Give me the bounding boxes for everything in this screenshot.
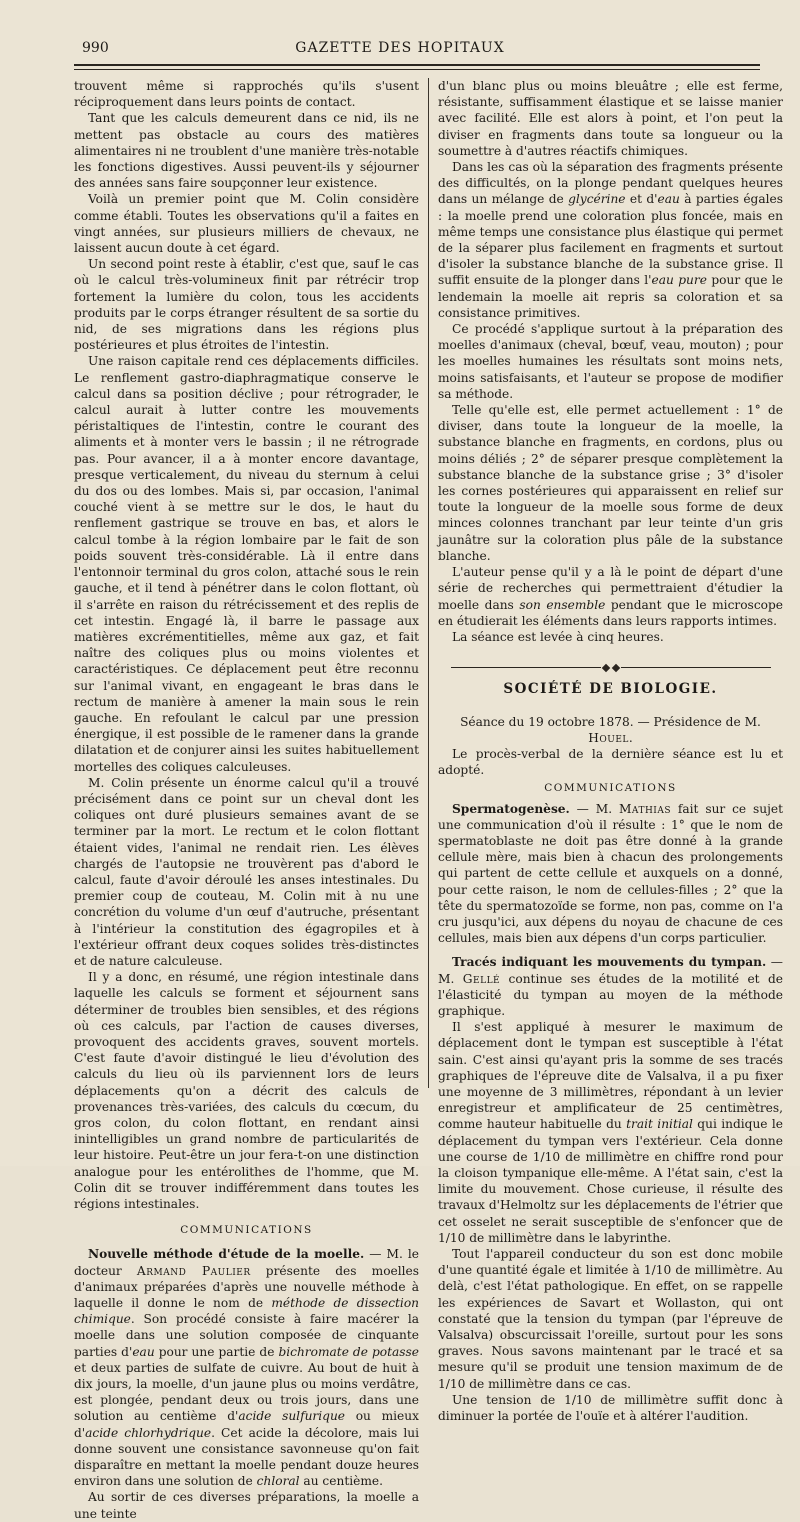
- text-run: présente des moelles d'animaux préparées d'après une nouvelle méthode à laquelle il donne le nom de: [74, 1263, 420, 1311]
- italic-run: glycérine: [568, 192, 626, 207]
- paragraph: trouvent même si rapprochés qu'ils s'usent réciproquement dans leurs points de contact.: [74, 79, 419, 110]
- paragraph: Au sortir de ces diverses préparations, la moelle a une teinte: [74, 1490, 419, 1521]
- text-run: — M. le docteur: [74, 1247, 419, 1278]
- ornament-diamond-icon: [611, 663, 619, 671]
- italic-run: son ensemble: [519, 597, 606, 612]
- paragraph: Tant que les calculs demeurent dans ce nid, ils ne mettent pas obstacle au cours des matières alimentaires ni ne troublent d'une manière très-notable les fonctions digestives. Aussi peuvent-ils y séjourner des années sans faire soupçonner leur existence.: [74, 111, 419, 191]
- author-name: Gellé: [462, 971, 501, 986]
- paragraph: Tout l'appareil conducteur du son est donc mobile d'une quantité égale et limitée à 1/10 de millimètre. Au delà, c'est l'état pathologique. En effet, on se rappelle les expériences de Savart et Wollaston, qui ont constaté que la tension du tympan (par l'épreuve de Valsalva) obscurcissait l'oreille, surtout pour les sons graves. Nous savons maintenant par le tracé et sa mesure qu'il se produit une tension maximum de de 1/10 de millimètre dans ce cas.: [438, 1247, 783, 1391]
- text-run: L'auteur pense qu'il y a là le point de départ d'une série de recherches qui permettraient d'étudier la moelle dans: [438, 565, 783, 612]
- paragraph: Ce procédé s'applique surtout à la préparation des moelles d'animaux (cheval, bœuf, veau, mouton) ; pour les moelles humaines les résultats sont moins nets, moins satisfaisants, et l'auteur se propose de modifier sa méthode.: [438, 322, 783, 401]
- paragraph: [438, 564, 783, 629]
- text-run: . Son procédé consiste à faire macérer la moelle dans une solution composée de cinquante parties d': [74, 1312, 419, 1359]
- session-line: [438, 714, 783, 746]
- italic-run: eau: [657, 192, 680, 207]
- paragraph: Le procès-verbal de la dernière séance est lu et adopté.: [438, 746, 783, 778]
- ornament-line: [621, 667, 771, 668]
- text-run: au centième.: [299, 1474, 383, 1489]
- society-title: SOCIÉTÉ DE BIOLOGIE.: [503, 681, 718, 698]
- italic-run: acide sulfurique: [238, 1409, 346, 1424]
- section-label: COMMUNICATIONS: [180, 1224, 313, 1237]
- paragraph: Telle qu'elle est, elle permet actuellement : 1° de diviser, dans toute la longueur de la moelle, la substance blanche en fragments, en cordons, plus ou moins déliés ; 2° de séparer presque complètement la substance blanche de la substance grise ; 3° d'isoler les cornes postérieures qui apparaissent en relief sur toute la longueur de la moelle sous forme de deux minces colonnes tranchant par leur teinte d'un gris jaunâtre sur la coloration plus pâle de la substance blanche.: [438, 403, 783, 563]
- italic-run: méthode de dissection chimique: [74, 1296, 420, 1327]
- author-name: Mathias: [618, 801, 672, 816]
- text-run: pour que le lendemain la moelle ait repris sa coloration et sa consistance primitives.: [438, 273, 783, 320]
- italic-run: bichromate de potasse: [278, 1344, 419, 1359]
- paragraph: [438, 1019, 783, 1246]
- paragraph: Un second point reste à établir, c'est que, sauf le cas où le calcul très-volumineux finit par rétrécir trop fortement la lumière du colon, tous les accidents produits par le corps étranger résultent de sa sortie du nid, de ses migrations dans les régions plus postérieures et plus étroites de l'intestin.: [74, 257, 419, 353]
- italic-run: chloral: [256, 1474, 300, 1489]
- paragraph: La séance est levée à cinq heures.: [452, 629, 664, 644]
- ornament-diamond-icon: [601, 663, 609, 671]
- ornament-line: [451, 667, 601, 668]
- paragraph: M. Colin présente un énorme calcul qu'il a trouvé précisément dans ce point sur un cheval dont les coliques ont duré plusieurs semaines avant de se terminer par la mort. Le rectum et le colon flottant étaient vides, l'animal ne rendait rien. Les élèves chargés de l'autopsie ne trouvèrent pas d'abord le calcul, faute d'avoir déroulé les anses intestinales. Du premier coup de couteau, M. Colin mit à nu une concrétion du volume d'un œuf d'autruche, présentant à l'intérieur la constitution des égagropiles et à l'extérieur offrant deux coques solides très-distinctes et de nature calculeuse.: [74, 775, 419, 968]
- text-run: et deux parties de sulfate de cuivre. Au bout de huit à dix jours, la moelle, d'un jaune plus ou moins verdâtre, est plongée, pendant deux ou trois jours, dans une solution au centième d': [74, 1360, 419, 1424]
- text-run: — M.: [438, 955, 783, 986]
- left-column: [74, 78, 419, 1522]
- text-run: qui indique le déplacement du tympan vers l'extérieur. Cela donne une course de 1/10 de millimètre en chiffre rond pour la cloison tympanique elle-même. A l'état sain, c'est la limite du mouvement. Chose curieuse, il résulte des travaux d'Helmoltz sur les déplacements de l'étrier que cet osselet ne serait susceptible de s'enfoncer que de 1/10 de millimètre dans le labyrinthe.: [438, 1117, 784, 1245]
- text-run: pendant que le microscope en étudierait les éléments dans leurs rapports intimes.: [438, 597, 783, 628]
- italic-run: eau: [132, 1344, 155, 1359]
- paragraph: Voilà un premier point que M. Colin considère comme établi. Toutes les observations qu'il a faites en vingt années, sur plusieurs milliers de chevaux, ne laissent aucun doute à cet égard.: [74, 192, 419, 256]
- right-column: [438, 78, 783, 1424]
- paragraph: Une raison capitale rend ces déplacements difficiles. Le renflement gastro-diaphragmatique conserve le calcul dans sa position déclive ; pour rétrograder, le calcul aurait à lutter contre les mouvements péristaltiques de l'intestin, contre le courant des aliments et à monter vers le bassin ; il ne rétrograde pas. Pour avancer, il a à monter encore davantage, presque verticalement, du niveau du sternum à celui du dos ou des lombes. Mais si, par occasion, l'animal couché vient à se mettre sur le dos, le haut du renflement gastrique se trouve en bas, et alors le calcul tombe à la région lombaire par le fait de son poids souvent très-considérable. Là il entre dans l'entonnoir terminal du gros colon, attaché sous le rein gauche, et il tend à pénétrer dans le colon flottant, où il s'arrête en raison du rétrécissement et des replis de cet intestin. Engagé là, il barre le passage aux matières excrémentitielles, même aux gaz, et fait naître des coliques plus ou moins violentes et caractéristiques. Ce déplacement peut être reconnu sur l'animal vivant, en engageant le bras dans le rectum de manière à amener la main sous le rein gauche. En refoulant le calcul par une pression énergique, il est possible de le ramener dans la grande dilatation et de conjurer ainsi les suites habituellement mortelles des coliques calculeuses.: [74, 354, 419, 774]
- president-name: Houel: [588, 730, 629, 745]
- text-run: et d': [625, 192, 658, 207]
- italic-run: acide chlorhydrique: [85, 1425, 212, 1440]
- text-run: fait sur ce sujet une communication d'où il résulte : 1° que le nom de spermatoblaste ne doit pas être donné à la grande cellule mère, mais bien à chacun des prolongements qui partent de cette cellule et auxquels on a donné, pour cette raison, le nom de cellules-filles ; 2° que la tête du spermatozoïde se forme, non pas, comme on l'a cru jusqu'ici, aux dépens du noyau de chacune de ces cellules, mais bien aux dépens d'un corps particulier.: [438, 801, 784, 946]
- paragraph: Il y a donc, en résumé, une région intestinale dans laquelle les calculs se forment et séjournent sans déterminer de troubles bien sensibles, et des régions où ces calculs, par l'action de causes diverses, provoquent des accidents graves, souvent mortels. C'est faute d'avoir distingué le lieu d'évolution des calculs du lieu où ils parviennent lors de leurs déplacements qu'on a décrit des calculs de provenances très-variées, des calculs du cœcum, du gros colon, du colon flottant, en rendant ainsi inintelligibles un grand nombre de particularités de leur histoire. Peut-être un jour fera-t-on une distinction analogue pour les entérolithes de l'homme, que M. Colin dit se trouver indifféremment dans toutes les régions intestinales.: [74, 970, 419, 1212]
- italic-run: trait initial: [626, 1117, 693, 1132]
- paragraph-tympan: [438, 954, 783, 1019]
- paragraph-moelle: [74, 1246, 419, 1489]
- paragraph: [438, 159, 783, 321]
- article-lead: Spermatogenèse.: [452, 801, 570, 816]
- column-divider: [428, 78, 429, 1088]
- paragraph-spermatogenese: [438, 801, 783, 947]
- text-run: Il s'est appliqué à mesurer le maximum de déplacement dont le tympan est susceptible à l'état sain. C'est ainsi qu'ayant pris la somme de ses tracés graphiques de l'épreuve dite de Valsalva, il a pu fixer une moyenne de 3 millimètres, répondant à un levier enregistreur et amplificateur de 25 centimètres, comme hauteur habituelle du: [438, 1020, 783, 1132]
- page-number: 990: [82, 40, 109, 56]
- text-run: . Cet acide la décolore, mais lui donne souvent une consistance savonneuse qu'on fait disparaître en mettant la moelle pendant douze heures environ dans une solution de: [74, 1425, 419, 1489]
- text-run: Dans les cas où la séparation des fragments présente des difficultés, on la plonge pendant quelques heures dans un mélange de: [438, 160, 783, 207]
- paragraph: Une tension de 1/10 de millimètre suffit donc à diminuer la portée de l'ouïe et à altérer l'audition.: [438, 1392, 783, 1424]
- paragraph: d'un blanc plus ou moins bleuâtre ; elle est ferme, résistante, suffisamment élastique et se laisse manier avec facilité. Elle est alors à point, et l'on peut la diviser en fragments dans toute sa longueur ou la soumettre à d'autres réactifs chimiques.: [438, 79, 783, 158]
- text-run: à parties égales : la moelle prend une coloration plus foncée, mais en même temps une consistance plus élastique qui permet de la séparer plus facilement en fragments et surtout d'isoler la substance blanche de la substance grise. Il suffit ensuite de la plonger dans l': [438, 192, 783, 288]
- section-ornament: [438, 659, 783, 675]
- text-run: .: [628, 730, 633, 745]
- header-rule-thin: [74, 69, 760, 70]
- running-title: GAZETTE DES HOPITAUX: [295, 40, 505, 56]
- section-label: COMMUNICATIONS: [544, 782, 677, 795]
- text-run: continue ses études de la motilité et de l'élasticité du tympan au moyen de la méthode graphique.: [438, 971, 784, 1018]
- text-run: pour une partie de: [154, 1344, 279, 1359]
- author-name: Armand Paulier: [136, 1263, 251, 1278]
- text-run: Séance du 19 octobre 1878. — Présidence de M.: [460, 714, 761, 729]
- header-rule-thick: [74, 64, 760, 66]
- text-run: — M.: [569, 801, 619, 816]
- article-lead: Nouvelle méthode d'étude de la moelle.: [88, 1247, 365, 1262]
- italic-run: eau pure: [651, 273, 707, 288]
- text-run: ou mieux d': [74, 1409, 419, 1440]
- page-header: [40, 40, 760, 62]
- article-lead: Tracés indiquant les mouvements du tympan.: [452, 955, 767, 970]
